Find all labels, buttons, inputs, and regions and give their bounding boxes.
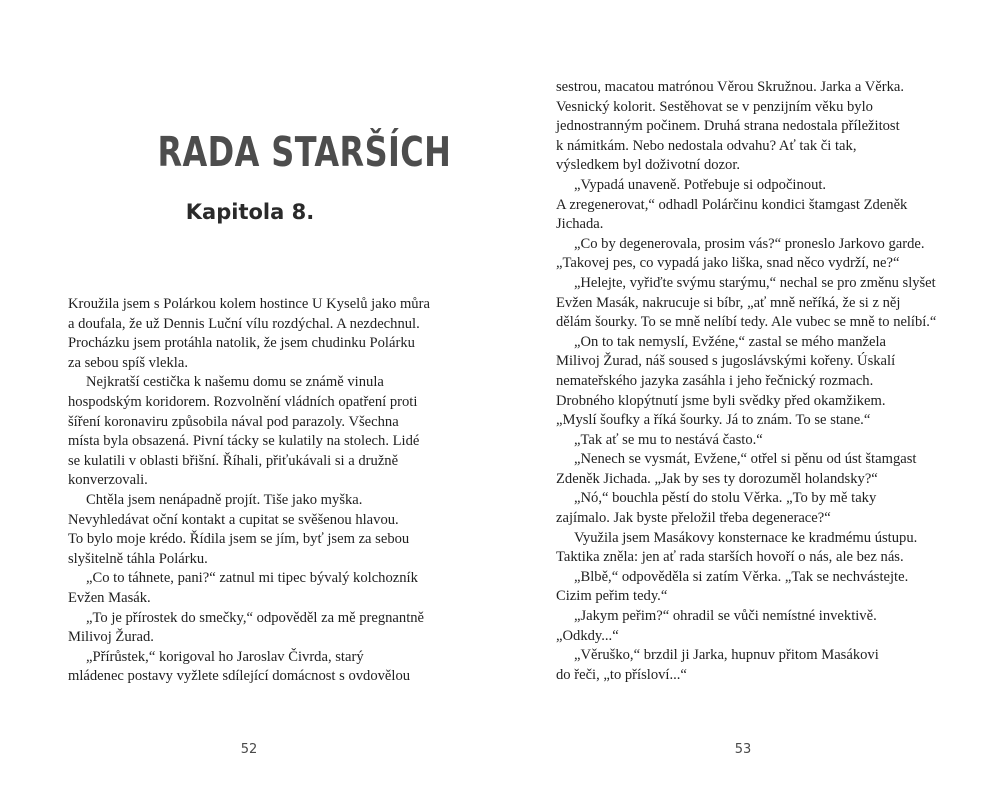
text-line: Využila jsem Masákovy konsternace ke kradmému ústupu. <box>574 529 918 546</box>
text-line: do řeči, „to přísloví...“ <box>556 666 687 683</box>
text-line: místa byla obsazená. Pivní tácky se kulatily na stolech. Lidé <box>68 433 420 450</box>
text-line: Chtěla jsem nenápadně projít. Tiše jako myška. <box>86 491 363 508</box>
text-line: za sebou spíš vlekla. <box>68 354 188 371</box>
left-page-body <box>68 295 438 687</box>
page-number-left: 52 <box>240 742 258 757</box>
text-line: a doufala, že už Dennis Luční vílu rozdýchal. A nezdechnul. <box>68 315 420 332</box>
text-line: „Odkdy...“ <box>556 627 619 644</box>
text-line: zajímalo. Jak byste přeložil třeba degenerace?“ <box>556 510 831 527</box>
page-number-right: 53 <box>734 742 752 757</box>
text-line: Milivoj Žurad, náš soused s jugoslávskými kořeny. Úskalí <box>556 353 896 370</box>
text-line: mládenec postavy vyžlete sdílející domácnost s ovdovělou <box>68 668 411 685</box>
text-line: „On to tak nemyslí, Evžéne,“ zastal se mého manžela <box>574 333 887 350</box>
text-line: A zregenerovat,“ odhadl Polárčinu kondici štamgast Zdeněk <box>556 196 908 213</box>
text-line: Procházku jsem protáhla natolik, že jsem chudinku Polárku <box>68 335 415 352</box>
chapter-subtitle: Kapitola 8. <box>185 200 315 224</box>
text-line: hospodským koridorem. Rozvolnění vládních opatření proti <box>68 393 418 410</box>
text-line: Drobného klopýtnutí jsme byli svědky před okamžikem. <box>556 392 886 409</box>
text-line: „Přírůstek,“ korigoval ho Jaroslav Čivrda, starý <box>86 648 364 665</box>
text-line: „Tak ať se mu to nestává často.“ <box>574 431 763 448</box>
text-line: „Nenech se vysmát, Evžene,“ otřel si pěnu od úst štamgast <box>574 451 917 468</box>
text-line: sestrou, macatou matrónou Věrou Skružnou. Jarka a Věrka. <box>556 79 904 95</box>
text-line: jednostranným počinem. Druhá strana nedostala příležitost <box>556 118 900 135</box>
text-line: konverzovali. <box>68 472 148 489</box>
text-line: Nevyhledávat oční kontakt a cupitat se svěšenou hlavou. <box>68 511 399 528</box>
left-page <box>0 0 497 800</box>
text-line: Zdeněk Jichada. „Jak by ses ty dorozuměl holandsky?“ <box>556 470 878 487</box>
text-line: Cizim peřim tedy.“ <box>556 588 668 605</box>
text-line: nemateřského jazyka zasáhla i jeho řečnický rozmach. <box>556 372 874 389</box>
text-line: „Takovej pes, co vypadá jako liška, snad něco vydrží, ne?“ <box>556 255 900 272</box>
text-line: „Vypadá unaveně. Potřebuje si odpočinout. <box>574 176 827 193</box>
text-line: „Jakym peřim?“ ohradil se vůči nemístné invektivě. <box>574 608 877 625</box>
text-line: „Co to táhnete, pani?“ zatnul mi tipec bývalý kolchozník <box>86 570 418 587</box>
text-line: se kulatili v oblasti břišní. Říhali, přiťukávali si a družně <box>68 452 399 469</box>
text-line: k námitkám. Nebo nedostala odvahu? Ať tak či tak, <box>556 137 857 154</box>
text-line: „Blbě,“ odpověděla si zatím Věrka. „Tak se nechvástejte. <box>574 568 909 585</box>
right-page-body <box>556 78 936 685</box>
text-line: „Myslí šoufky a říká šourky. Já to znám. To se stane.“ <box>556 412 871 429</box>
text-line: Milivoj Žurad. <box>68 629 154 646</box>
text-line: slyšitelně táhla Polárku. <box>68 550 208 567</box>
right-page <box>497 0 995 800</box>
chapter-title: RADA STARŠÍCH <box>157 128 452 176</box>
text-line: Jichada. <box>556 216 604 233</box>
text-line: výsledkem byl doživotní dozor. <box>556 157 741 174</box>
text-line: Kroužila jsem s Polárkou kolem hostince U Kyselů jako můra <box>68 296 430 312</box>
text-line: Nejkratší cestička k našemu domu se známě vinula <box>86 374 384 391</box>
text-line: šíření koronaviru způsobila nával pod parazoly. Všechna <box>68 413 399 430</box>
text-line: Evžen Masák, nakrucuje si bíbr, „ať mně neříká, že si z něj <box>556 294 901 311</box>
text-line: „Nó,“ bouchla pěstí do stolu Věrka. „To by mě taky <box>574 490 877 507</box>
text-line: „To je přírostek do smečky,“ odpověděl za mě pregnantně <box>86 609 425 626</box>
text-line: Vesnický kolorit. Sestěhovat se v penzijním věku bylo <box>556 98 873 115</box>
text-line: Evžen Masák. <box>68 589 151 606</box>
text-line: To bylo moje krédo. Řídila jsem se jím, byť jsem za sebou <box>68 531 410 548</box>
text-line: „Věruško,“ brzdil ji Jarka, hupnuv přitom Masákovi <box>574 647 879 664</box>
text-line: Taktika zněla: jen ať rada starších hovoří o nás, ale bez nás. <box>556 549 904 566</box>
text-line: dělám šourky. To se mně nelíbí tedy. Ale vubec se mně to nelíbí.“ <box>556 314 937 331</box>
text-line: „Co by degenerovala, prosim vás?“ proneslo Jarkovo garde. <box>574 235 925 252</box>
text-line: „Helejte, vyřiďte svýmu starýmu,“ nechal se pro změnu slyšet <box>573 274 936 291</box>
